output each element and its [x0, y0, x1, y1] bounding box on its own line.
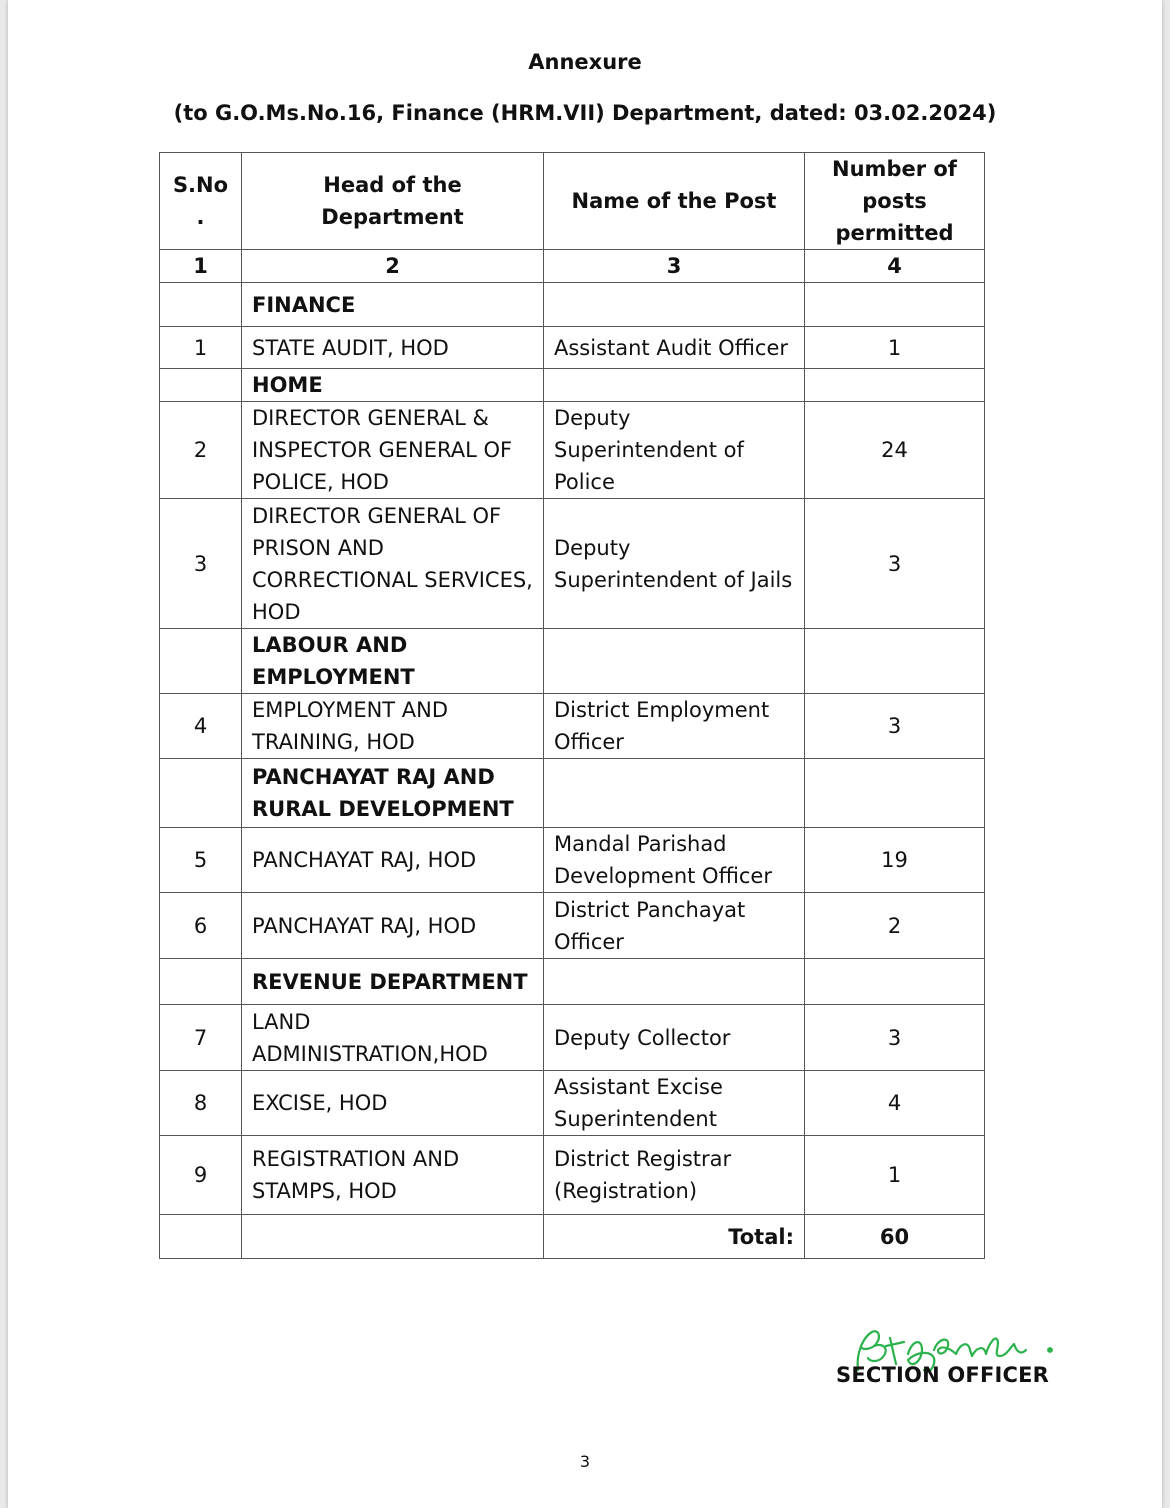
total-value: 60	[805, 1215, 985, 1259]
table-row	[160, 499, 985, 629]
cell-sno: 3	[160, 499, 242, 629]
cell-count: 2	[805, 893, 985, 959]
document-page	[8, 0, 1162, 1508]
table-row	[160, 1005, 985, 1071]
column-number: 3	[544, 250, 805, 283]
cell-hod: LAND ADMINISTRATION,HOD	[242, 1005, 544, 1071]
header-post: Name of the Post	[544, 153, 805, 250]
cell-post: District Employment Officer	[544, 694, 805, 759]
total-row	[160, 1215, 985, 1259]
cell-count: 3	[805, 694, 985, 759]
section-label: REVENUE DEPARTMENT	[242, 959, 544, 1005]
cell-sno: 4	[160, 694, 242, 759]
column-number: 1	[160, 250, 242, 283]
cell-post: District Panchayat Officer	[544, 893, 805, 959]
table-header-row	[160, 153, 985, 250]
section-row	[160, 283, 985, 327]
section-row	[160, 759, 985, 828]
cell-hod: PANCHAYAT RAJ, HOD	[242, 893, 544, 959]
cell-post: Mandal Parishad Development Officer	[544, 828, 805, 893]
cell-sno: 6	[160, 893, 242, 959]
header-sno: S.No .	[160, 153, 242, 250]
table-row	[160, 694, 985, 759]
table-row	[160, 1071, 985, 1136]
cell-hod: REGISTRATION AND STAMPS, HOD	[242, 1136, 544, 1215]
cell-post: District Registrar (Registration)	[544, 1136, 805, 1215]
table-row	[160, 828, 985, 893]
cell-post: Deputy Superintendent of Jails	[544, 499, 805, 629]
cell-sno: 1	[160, 327, 242, 369]
total-label: Total:	[544, 1215, 805, 1259]
page-number: 3	[579, 1452, 591, 1471]
cell-hod: STATE AUDIT, HOD	[242, 327, 544, 369]
cell-post: Assistant Excise Superintendent	[544, 1071, 805, 1136]
header-count: Number of posts permitted	[805, 153, 985, 250]
section-label: PANCHAYAT RAJ AND RURAL DEVELOPMENT	[242, 759, 544, 828]
cell-sno: 7	[160, 1005, 242, 1071]
cell-count: 4	[805, 1071, 985, 1136]
column-number: 4	[805, 250, 985, 283]
section-label: FINANCE	[242, 283, 544, 327]
cell-count: 1	[805, 1136, 985, 1215]
cell-count: 1	[805, 327, 985, 369]
cell-post: Assistant Audit Officer	[544, 327, 805, 369]
cell-count: 24	[805, 402, 985, 499]
table-row	[160, 327, 985, 369]
column-number-row	[160, 250, 985, 283]
table-row	[160, 893, 985, 959]
cell-sno: 9	[160, 1136, 242, 1215]
posts-table	[159, 152, 985, 1259]
section-label: LABOUR AND EMPLOYMENT	[242, 629, 544, 694]
cell-sno: 8	[160, 1071, 242, 1136]
cell-count: 3	[805, 1005, 985, 1071]
cell-post: Deputy Collector	[544, 1005, 805, 1071]
cell-hod: PANCHAYAT RAJ, HOD	[242, 828, 544, 893]
section-row	[160, 369, 985, 402]
cell-hod: EMPLOYMENT AND TRAINING, HOD	[242, 694, 544, 759]
section-row	[160, 959, 985, 1005]
cell-count: 3	[805, 499, 985, 629]
section-label: HOME	[242, 369, 544, 402]
cell-post: Deputy Superintendent of Police	[544, 402, 805, 499]
cell-sno: 5	[160, 828, 242, 893]
table-row	[160, 1136, 985, 1215]
column-number: 2	[242, 250, 544, 283]
cell-count: 19	[805, 828, 985, 893]
cell-hod: EXCISE, HOD	[242, 1071, 544, 1136]
cell-hod: DIRECTOR GENERAL & INSPECTOR GENERAL OF POLICE, HOD	[242, 402, 544, 499]
table-row	[160, 402, 985, 499]
document-title: Annexure	[528, 50, 642, 74]
header-hod: Head of the Department	[242, 153, 544, 250]
section-row	[160, 629, 985, 694]
signatory-title: SECTION OFFICER	[836, 1363, 1050, 1387]
cell-hod: DIRECTOR GENERAL OF PRISON AND CORRECTIONAL SERVICES, HOD	[242, 499, 544, 629]
document-subtitle: (to G.O.Ms.No.16, Finance (HRM.VII) Department, dated: 03.02.2024)	[173, 101, 997, 125]
cell-sno: 2	[160, 402, 242, 499]
